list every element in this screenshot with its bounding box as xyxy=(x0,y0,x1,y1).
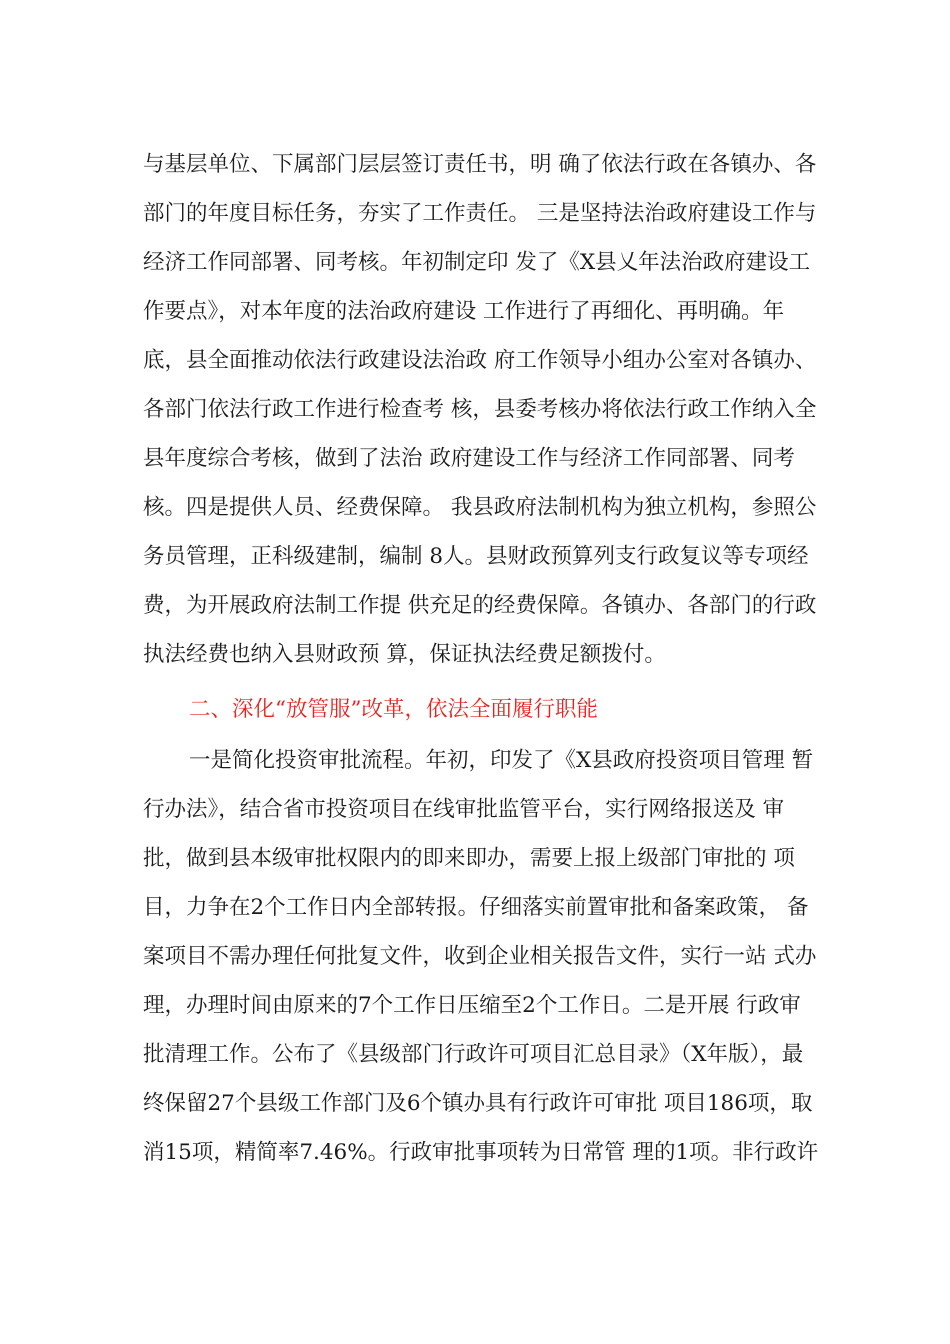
paragraph-line: 目，力争在2个工作日内全部转报。仔细落实前置审批和备案政策， 备 xyxy=(143,895,809,920)
paragraph-line: 批清理工作。公布了《县级部门行政许可项目汇总目录》（X年版），最 xyxy=(143,1042,804,1067)
paragraph-line: 作要点》，对本年度的法治政府建设 工作进行了再细化、再明确。年 xyxy=(143,299,785,324)
paragraph-line: 与基层单位、下属部门层层签订责任书，明 确了依法行政在各镇办、各 xyxy=(143,152,817,177)
paragraph-line: 行办法》，结合省市投资项目在线审批监管平台，实行网络报送及 审 xyxy=(143,797,785,822)
paragraph-line: 底，县全面推动依法行政建设法治政 府工作领导小组办公室对各镇办、 xyxy=(143,348,817,373)
paragraph-line: 执法经费也纳入县财政预 算，保证执法经费足额拨付。 xyxy=(143,642,666,667)
paragraph-line: 消15项，精简率7.46%。行政审批事项转为日常管 理的1项。非行政许 xyxy=(143,1140,819,1165)
paragraph-line: 部门的年度目标任务，夯实了工作责任。 三是坚持法治政府建设工作与 xyxy=(143,201,817,226)
paragraph-line: 各部门依法行政工作进行检查考 核，县委考核办将依法行政工作纳入全 xyxy=(143,397,817,422)
paragraph-line: 务员管理，正科级建制，编制 8人。县财政预算列支行政复议等专项经 xyxy=(143,544,809,569)
section-heading: 二、深化“放管服”改革，依法全面履行职能 xyxy=(189,697,598,722)
paragraph-line: 案项目不需办理任何批复文件，收到企业相关报告文件，实行一站 式办 xyxy=(143,944,817,969)
paragraph-line: 核。四是提供人员、经费保障。 我县政府法制机构为独立机构，参照公 xyxy=(143,495,817,520)
paragraph-line: 县年度综合考核，做到了法治 政府建设工作与经济工作同部署、同考 xyxy=(143,446,795,471)
paragraph-line: 经济工作同部署、同考核。年初制定印 发了《X县乂年法治政府建设工 xyxy=(143,250,811,275)
paragraph-line: 一是简化投资审批流程。年初，印发了《X县政府投资项目管理 暂 xyxy=(189,748,814,773)
paragraph-line: 费，为开展政府法制工作提 供充足的经费保障。各镇办、各部门的行政 xyxy=(143,593,817,618)
paragraph-line: 批，做到县本级审批权限内的即来即办，需要上报上级部门审批的 项 xyxy=(143,846,795,871)
paragraph-line: 终保留27个县级工作部门及6个镇办具有行政许可审批 项目186项，取 xyxy=(143,1091,813,1116)
paragraph-line: 理，办理时间由原来的7个工作日压缩至2个工作日。二是开展 行政审 xyxy=(143,993,801,1018)
